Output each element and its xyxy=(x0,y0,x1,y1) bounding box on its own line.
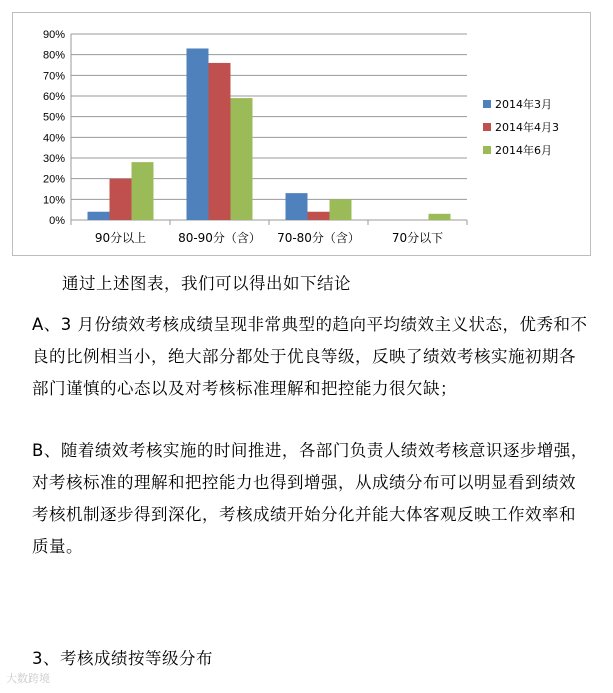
legend-label: 2014年6月 xyxy=(495,144,552,157)
y-tick-label: 60% xyxy=(42,91,65,103)
x-tick-label: 70分以下 xyxy=(391,231,444,245)
conclusion-b: B、随着绩效考核实施的时间推进，各部门负责人绩效考核意识逐步增强，对考核标准的理解和把控能力也得到增强，从成绩分布可以明显看到绩效考核机制逐步得到深化，考核成绩开始分化并能大体客观反映工作效率和质量。 xyxy=(32,441,588,556)
conclusion-a: A、3 月份绩效考核成绩呈现非常典型的趋向平均绩效主义状态，优秀和不良的比例相当小，绝大部分都处于优良等级，反映了绩效考核实施初期各部门谨慎的心态以及对考核标准理解和把控能力很欠缺； xyxy=(32,315,588,398)
bar xyxy=(88,212,110,220)
bar xyxy=(330,199,352,220)
bar xyxy=(308,212,330,220)
y-tick-label: 10% xyxy=(42,194,65,207)
y-tick-label: 90% xyxy=(42,29,65,41)
bar-chart xyxy=(13,13,592,257)
x-tick-label: 90分以上 xyxy=(94,231,147,245)
bar xyxy=(231,98,253,220)
bar xyxy=(429,214,451,220)
bar xyxy=(187,48,209,220)
x-tick-label: 80-90分（含） xyxy=(178,231,261,245)
legend-swatch xyxy=(483,123,491,131)
legend-label: 2014年4月3 xyxy=(495,121,559,134)
y-tick-label: 30% xyxy=(42,153,65,165)
y-tick-label: 50% xyxy=(42,111,65,124)
legend-label: 2014年3月 xyxy=(495,98,552,111)
bar xyxy=(209,63,231,220)
bar xyxy=(110,179,132,220)
y-tick-label: 70% xyxy=(42,70,65,83)
bar xyxy=(132,162,154,220)
legend-swatch xyxy=(483,100,491,108)
y-tick-label: 40% xyxy=(42,132,65,145)
bar xyxy=(286,193,308,220)
chart-panel xyxy=(12,12,591,256)
section-heading: 3、考核成绩按等级分布 xyxy=(32,649,213,668)
watermark: 大数跨境 xyxy=(6,672,50,685)
intro-text: 通过上述图表，我们可以得出如下结论 xyxy=(62,274,351,293)
y-tick-label: 0% xyxy=(49,215,65,227)
y-tick-label: 80% xyxy=(42,49,65,62)
legend-swatch xyxy=(483,146,491,154)
y-tick-label: 20% xyxy=(42,173,65,186)
x-tick-label: 70-80分（含） xyxy=(277,231,360,245)
